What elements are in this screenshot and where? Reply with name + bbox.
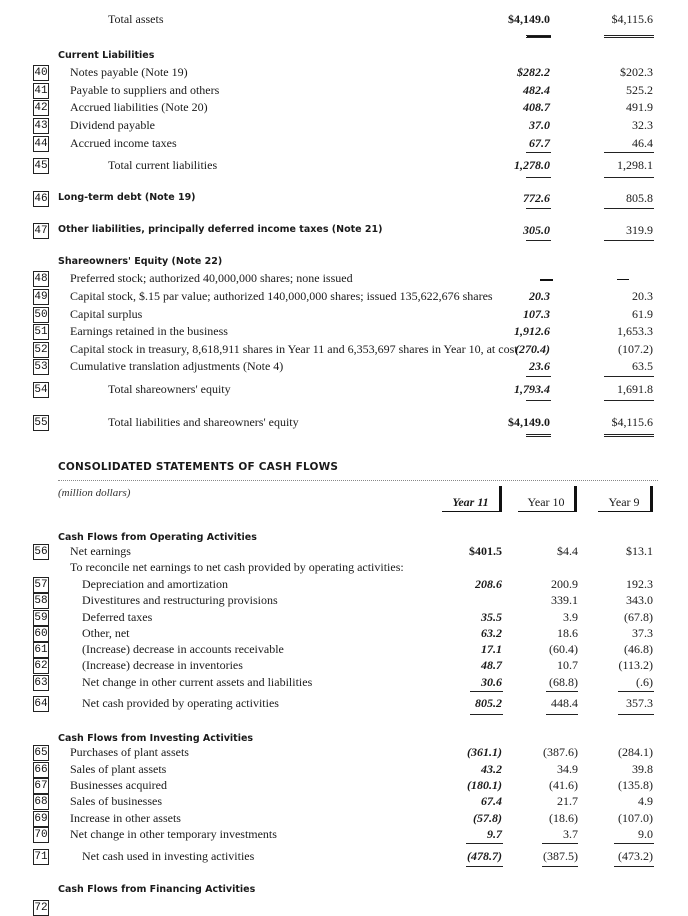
table-row bbox=[0, 793, 688, 809]
row-label: Capital surplus bbox=[70, 307, 143, 321]
value-y9: (46.8) bbox=[624, 642, 653, 656]
line-number: 63 bbox=[34, 677, 48, 689]
table-row bbox=[0, 82, 688, 98]
value-y10: 46.4 bbox=[632, 136, 653, 150]
underline bbox=[526, 152, 551, 153]
value-y9: $13.1 bbox=[626, 544, 653, 558]
table-row bbox=[0, 323, 688, 339]
total-assets-row bbox=[0, 11, 688, 27]
line-number: 48 bbox=[34, 273, 48, 285]
line-number: 70 bbox=[34, 829, 48, 841]
value-y9: 357.3 bbox=[626, 696, 653, 710]
table-row bbox=[0, 674, 688, 690]
year-header-11 bbox=[442, 486, 502, 512]
value-y11: $4,149.0 bbox=[508, 415, 550, 429]
row-label: Payable to suppliers and others bbox=[70, 83, 220, 97]
line-number: 46 bbox=[34, 193, 48, 205]
value-y10: 448.4 bbox=[551, 696, 578, 710]
row-label: Notes payable (Note 19) bbox=[70, 65, 188, 79]
line-number: 61 bbox=[34, 644, 48, 656]
row-label: Increase in other assets bbox=[70, 811, 181, 825]
value-y9: (107.0) bbox=[618, 811, 653, 825]
line-number: 62 bbox=[34, 660, 48, 672]
value-y11: (478.7) bbox=[467, 849, 502, 863]
row-label: Purchases of plant assets bbox=[70, 745, 189, 759]
value-y9: (284.1) bbox=[618, 745, 653, 759]
line-number: 51 bbox=[34, 326, 48, 338]
value-y10: 1,298.1 bbox=[617, 158, 653, 172]
year-header-9 bbox=[598, 486, 653, 512]
row-label: Accrued liabilities (Note 20) bbox=[70, 100, 208, 114]
underline bbox=[526, 376, 551, 377]
underline bbox=[604, 208, 654, 209]
underline bbox=[526, 436, 551, 437]
line-number: 71 bbox=[34, 851, 48, 863]
table-row bbox=[0, 641, 688, 657]
value-y10: (41.6) bbox=[549, 778, 578, 792]
row-label: Net change in other current assets and liabilities bbox=[82, 675, 313, 689]
underline bbox=[542, 866, 578, 867]
underline bbox=[604, 37, 654, 38]
table-row bbox=[0, 777, 688, 793]
underline bbox=[546, 714, 578, 715]
value-y10: 491.9 bbox=[626, 100, 653, 114]
value-y10: 3.9 bbox=[563, 610, 578, 624]
value-y11: 408.7 bbox=[523, 100, 550, 114]
row-label: Divestitures and restructuring provisions bbox=[82, 593, 278, 607]
row-label: Net change in other temporary investments bbox=[70, 827, 277, 841]
line-number: 43 bbox=[34, 120, 48, 132]
underline bbox=[618, 691, 654, 692]
underline bbox=[526, 400, 551, 401]
underline bbox=[526, 240, 551, 241]
table-row bbox=[0, 64, 688, 80]
underline bbox=[604, 434, 654, 435]
row-label: Earnings retained in the business bbox=[70, 324, 228, 338]
value-y9: (.6) bbox=[636, 675, 653, 689]
value-y9: (113.2) bbox=[618, 658, 653, 672]
value-y10: 525.2 bbox=[626, 83, 653, 97]
value-y11: 805.2 bbox=[475, 696, 502, 710]
line-number: 68 bbox=[34, 796, 48, 808]
investing-header: Cash Flows from Investing Activities bbox=[58, 733, 254, 744]
table-row bbox=[0, 270, 688, 286]
value-y11: 17.1 bbox=[481, 642, 502, 656]
table-row bbox=[0, 761, 688, 777]
value-y10: 339.1 bbox=[551, 593, 578, 607]
total-assets-y11: $4,149.0 bbox=[508, 12, 550, 26]
underline bbox=[466, 843, 503, 844]
underline bbox=[526, 434, 551, 435]
underline bbox=[614, 866, 654, 867]
value-y10: 1,653.3 bbox=[617, 324, 653, 338]
value-y11: 67.4 bbox=[481, 794, 502, 808]
current-liabilities-header: Current Liabilities bbox=[58, 50, 155, 61]
value-y10: 200.9 bbox=[551, 577, 578, 591]
underline bbox=[546, 691, 578, 692]
row-label: Total current liabilities bbox=[108, 158, 218, 172]
total-row bbox=[0, 848, 688, 864]
value-y9: (135.8) bbox=[618, 778, 653, 792]
value-y11: 67.7 bbox=[529, 136, 550, 150]
line-number: 55 bbox=[34, 417, 48, 429]
value-y9: 9.0 bbox=[638, 827, 653, 841]
table-row bbox=[0, 826, 688, 842]
table-row bbox=[0, 810, 688, 826]
line-number: 40 bbox=[34, 67, 48, 79]
value-y11: 305.0 bbox=[523, 223, 550, 237]
value-y9: 343.0 bbox=[626, 593, 653, 607]
row-label: Other, net bbox=[82, 626, 130, 640]
value-y9: 4.9 bbox=[638, 794, 653, 808]
line-number: 56 bbox=[34, 546, 48, 558]
value-y11: (361.1) bbox=[467, 745, 502, 759]
underline bbox=[604, 376, 654, 377]
value-y11: (270.4) bbox=[515, 342, 550, 356]
line-number: 60 bbox=[34, 628, 48, 640]
value-y10: 61.9 bbox=[632, 307, 653, 321]
value-y10: (387.5) bbox=[543, 849, 578, 863]
line-number: 69 bbox=[34, 813, 48, 825]
value-y11: 1,912.6 bbox=[514, 324, 550, 338]
underline bbox=[604, 152, 654, 153]
dotted-rule bbox=[58, 480, 658, 481]
table-row bbox=[0, 99, 688, 115]
value-y10: $4.4 bbox=[557, 544, 578, 558]
value-y10: $4,115.6 bbox=[611, 415, 653, 429]
underline bbox=[542, 843, 578, 844]
value-y11: 23.6 bbox=[529, 359, 550, 373]
total-row bbox=[0, 695, 688, 711]
value-y10: 32.3 bbox=[632, 118, 653, 132]
table-row-partial bbox=[0, 897, 688, 914]
line-number: 59 bbox=[34, 612, 48, 624]
row-label: Net cash provided by operating activities bbox=[82, 696, 279, 710]
line-number: 58 bbox=[34, 595, 48, 607]
table-row bbox=[0, 341, 688, 357]
table-row bbox=[0, 625, 688, 641]
table-row bbox=[0, 288, 688, 304]
table-row bbox=[0, 135, 688, 151]
operating-header: Cash Flows from Operating Activities bbox=[58, 532, 257, 543]
value-y9: (67.8) bbox=[624, 610, 653, 624]
year-header-10 bbox=[518, 486, 577, 512]
table-row bbox=[0, 306, 688, 322]
value-y10: (18.6) bbox=[549, 811, 578, 825]
financing-header: Cash Flows from Financing Activities bbox=[58, 884, 256, 895]
value-y11: 43.2 bbox=[481, 762, 502, 776]
value-y10: 21.7 bbox=[557, 794, 578, 808]
value-y11: 9.7 bbox=[487, 827, 502, 841]
underline bbox=[470, 691, 503, 692]
underline bbox=[526, 35, 551, 36]
dash-y11 bbox=[540, 279, 553, 281]
row-label: Businesses acquired bbox=[70, 778, 167, 792]
underline bbox=[614, 843, 654, 844]
line-number: 50 bbox=[34, 309, 48, 321]
row-label: Preferred stock; authorized 40,000,000 shares; none issued bbox=[70, 271, 353, 285]
line-number: 41 bbox=[34, 85, 48, 97]
underline bbox=[526, 208, 551, 209]
value-y10: $202.3 bbox=[620, 65, 653, 79]
dash-y10 bbox=[617, 279, 629, 280]
row-label: Sales of businesses bbox=[70, 794, 162, 808]
value-y10: 18.6 bbox=[557, 626, 578, 640]
value-y10: 3.7 bbox=[563, 827, 578, 841]
reconcile-row bbox=[0, 559, 688, 575]
total-row bbox=[0, 157, 688, 173]
total-assets-label: Total assets bbox=[108, 12, 164, 26]
row-label: Capital stock, $.15 par value; authorized 140,000,000 shares; issued 135,622,676 shares bbox=[70, 289, 493, 303]
value-y9: 39.8 bbox=[632, 762, 653, 776]
value-y11: 30.6 bbox=[481, 675, 502, 689]
value-y11: 208.6 bbox=[475, 577, 502, 591]
value-y10: (107.2) bbox=[618, 342, 653, 356]
line-number: 53 bbox=[34, 361, 48, 373]
reconcile-label: To reconcile net earnings to net cash provided by operating activities: bbox=[70, 560, 404, 574]
table-row bbox=[0, 576, 688, 592]
total-liabilities-row bbox=[0, 414, 688, 430]
row-label: Total liabilities and shareowners' equity bbox=[108, 415, 299, 429]
line-number: 42 bbox=[34, 102, 48, 114]
row-label: Net earnings bbox=[70, 544, 131, 558]
line-number: 45 bbox=[34, 160, 48, 172]
units-label: (million dollars) bbox=[58, 487, 131, 499]
row-label: (Increase) decrease in accounts receivable bbox=[82, 642, 284, 656]
value-y10: 319.9 bbox=[626, 223, 653, 237]
underline bbox=[470, 714, 503, 715]
line-number: 67 bbox=[34, 780, 48, 792]
line-number: 44 bbox=[34, 138, 48, 150]
value-y9: 192.3 bbox=[626, 577, 653, 591]
value-y11: 107.3 bbox=[523, 307, 550, 321]
underline bbox=[526, 37, 551, 38]
row-label: Long-term debt (Note 19) bbox=[58, 192, 196, 203]
value-y11: 35.5 bbox=[481, 610, 502, 624]
value-y11: 1,793.4 bbox=[514, 382, 550, 396]
underline bbox=[604, 35, 654, 36]
value-y10: (68.8) bbox=[549, 675, 578, 689]
value-y11: 20.3 bbox=[529, 289, 550, 303]
line-number: 66 bbox=[34, 764, 48, 776]
value-y9: 37.3 bbox=[632, 626, 653, 640]
total-row bbox=[0, 381, 688, 397]
cash-flows-title: CONSOLIDATED STATEMENTS OF CASH FLOWS bbox=[58, 461, 339, 473]
underline bbox=[604, 400, 654, 401]
underline bbox=[604, 240, 654, 241]
row-label: Capital stock in treasury, 8,618,911 shares in Year 11 and 6,353,697 shares in Year 10, at cost bbox=[70, 342, 518, 356]
row-label: Other liabilities, principally deferred income taxes (Note 21) bbox=[58, 224, 383, 235]
year-label: Year 10 bbox=[527, 495, 565, 509]
value-y11: $401.5 bbox=[469, 544, 502, 558]
line-number: 64 bbox=[34, 698, 48, 710]
value-y11: $282.2 bbox=[517, 65, 550, 79]
row-label: Net cash used in investing activities bbox=[82, 849, 255, 863]
table-row bbox=[0, 609, 688, 625]
table-row bbox=[0, 744, 688, 760]
row-label: (Increase) decrease in inventories bbox=[82, 658, 243, 672]
value-y10: (387.6) bbox=[543, 745, 578, 759]
table-row bbox=[0, 657, 688, 673]
row-label: Accrued income taxes bbox=[70, 136, 177, 150]
line-number: 54 bbox=[34, 384, 48, 396]
value-y10: 63.5 bbox=[632, 359, 653, 373]
value-y9: (473.2) bbox=[618, 849, 653, 863]
value-y11: 48.7 bbox=[481, 658, 502, 672]
line-number: 49 bbox=[34, 291, 48, 303]
line-number: 72 bbox=[34, 902, 48, 914]
year-label: Year 11 bbox=[452, 495, 489, 509]
value-y11: 482.4 bbox=[523, 83, 550, 97]
value-y10: 10.7 bbox=[557, 658, 578, 672]
table-row bbox=[0, 358, 688, 374]
line-number: 47 bbox=[34, 225, 48, 237]
underline bbox=[466, 866, 503, 867]
total-assets-y10: $4,115.6 bbox=[611, 12, 653, 26]
value-y10: 20.3 bbox=[632, 289, 653, 303]
row-label: Cumulative translation adjustments (Note 4) bbox=[70, 359, 284, 373]
value-y11: 772.6 bbox=[523, 191, 550, 205]
long-term-debt-row bbox=[0, 190, 688, 206]
row-label: Dividend payable bbox=[70, 118, 155, 132]
value-y10: (60.4) bbox=[549, 642, 578, 656]
value-y11: 63.2 bbox=[481, 626, 502, 640]
value-y10: 1,691.8 bbox=[617, 382, 653, 396]
other-liabilities-row bbox=[0, 222, 688, 238]
underline bbox=[526, 177, 551, 178]
table-row bbox=[0, 592, 688, 608]
underline bbox=[604, 177, 654, 178]
value-y11: 1,278.0 bbox=[514, 158, 550, 172]
value-y10: 34.9 bbox=[557, 762, 578, 776]
table-row bbox=[0, 117, 688, 133]
row-label: Depreciation and amortization bbox=[82, 577, 228, 591]
line-number: 52 bbox=[34, 344, 48, 356]
value-y11: (180.1) bbox=[467, 778, 502, 792]
value-y10: 805.8 bbox=[626, 191, 653, 205]
line-number: 65 bbox=[34, 747, 48, 759]
value-y11: 37.0 bbox=[529, 118, 550, 132]
value-y11: (57.8) bbox=[473, 811, 502, 825]
equity-header: Shareowners' Equity (Note 22) bbox=[58, 256, 223, 267]
year-label: Year 9 bbox=[608, 495, 640, 509]
line-number: 57 bbox=[34, 579, 48, 591]
row-label: Sales of plant assets bbox=[70, 762, 167, 776]
row-label: Deferred taxes bbox=[82, 610, 153, 624]
underline bbox=[604, 436, 654, 437]
table-row bbox=[0, 543, 688, 559]
row-label: Total shareowners' equity bbox=[108, 382, 231, 396]
underline bbox=[618, 714, 654, 715]
